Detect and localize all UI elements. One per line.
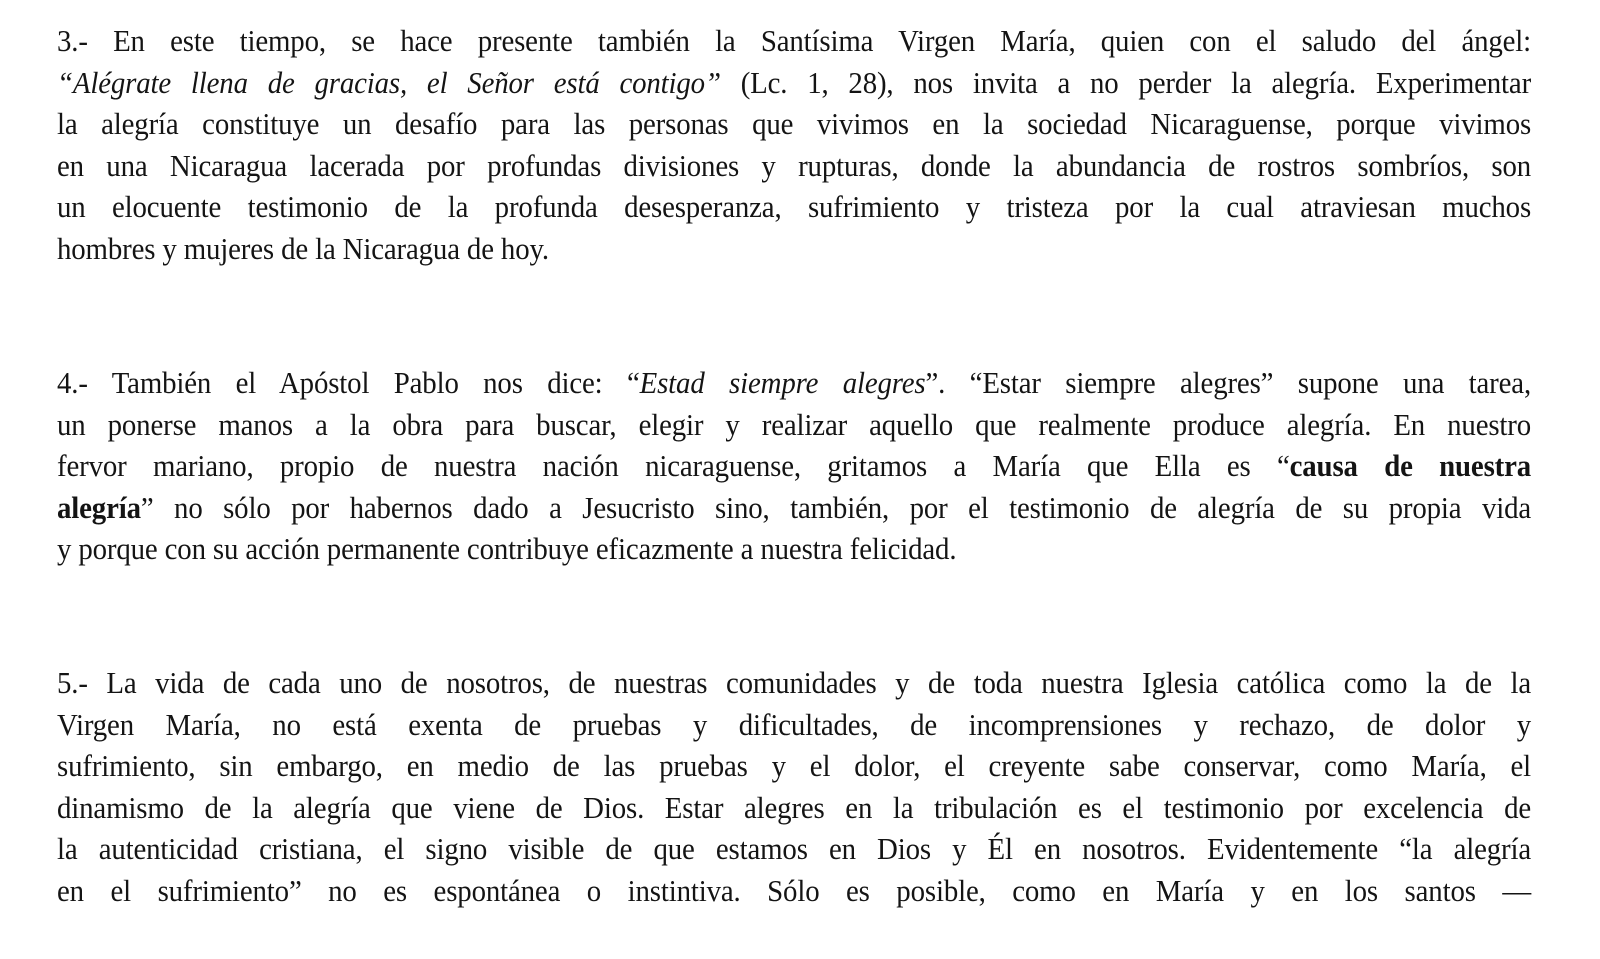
text-run: la alegría constituye un desafío para las personas que vivimos en la sociedad Nicaraguense, porque vivimos xyxy=(57,106,1532,142)
text-line xyxy=(57,186,1531,228)
text-run: la autenticidad cristiana, el signo visible de que estamos en Dios y Él en nosotros. Evidentemente “la alegría xyxy=(57,831,1532,867)
text-run: un elocuente testimonio de la profunda desesperanza, sufrimiento y tristeza por la cual atraviesan muchos xyxy=(57,189,1532,225)
text-run: 3.- En este tiempo, se hace presente también la Santísima Virgen María, quien con el saludo del ángel: xyxy=(57,23,1532,58)
text-line xyxy=(57,487,1531,529)
paragraph-5 xyxy=(57,662,1531,912)
text-line xyxy=(57,228,1531,270)
text-run-italic: Estad siempre alegres xyxy=(639,365,926,400)
text-run: hombres y mujeres de la Nicaragua de hoy. xyxy=(57,230,549,266)
text-run: fervor mariano, propio de nuestra nación nicaraguense, gritamos a María que Ella es “ xyxy=(57,448,1290,484)
text-run: dinamismo de la alegría que viene de Dios. Estar alegres en la tribulación es el testimonio por excelencia de xyxy=(57,789,1532,825)
text-line xyxy=(57,745,1531,787)
text-run: en el sufrimiento” no es espontánea o instintiva. Sólo es posible, como en María y en los santos — xyxy=(57,872,1532,908)
text-line xyxy=(57,828,1531,870)
text-run-bold: causa de nuestra xyxy=(1289,448,1532,484)
text-run: ”. “Estar siempre alegres” supone una tarea, xyxy=(925,365,1532,400)
text-line xyxy=(57,20,1531,62)
text-line xyxy=(57,62,1531,104)
text-line xyxy=(57,870,1531,912)
paragraph-3 xyxy=(57,20,1531,270)
text-line xyxy=(57,704,1531,746)
text-line xyxy=(57,445,1531,487)
text-run: ” no sólo por habernos dado a Jesucristo sino, también, por el testimonio de alegría de su propia vida xyxy=(140,489,1532,525)
text-line xyxy=(57,103,1531,145)
text-run: un ponerse manos a la obra para buscar, elegir y realizar aquello que realmente produce alegría. En nuestro xyxy=(57,406,1532,442)
text-run: 4.- También el Apóstol Pablo nos dice: “ xyxy=(57,365,640,400)
text-line xyxy=(57,528,1531,570)
text-run: y porque con su acción permanente contribuye eficazmente a nuestra felicidad. xyxy=(57,531,957,567)
text-line xyxy=(57,787,1531,829)
paragraph-4 xyxy=(57,362,1531,570)
text-run-bold: alegría xyxy=(57,489,141,525)
text-line xyxy=(57,362,1531,404)
text-run: sufrimiento, sin embargo, en medio de las pruebas y el dolor, el creyente sabe conservar, como María, el xyxy=(57,748,1532,784)
text-run-italic: “Alégrate llena de gracias, el Señor está contigo” xyxy=(57,64,721,100)
text-line xyxy=(57,404,1531,446)
text-run: 5.- La vida de cada uno de nosotros, de nuestras comunidades y de toda nuestra Iglesia católica como la de la xyxy=(57,665,1532,700)
text-run: Virgen María, no está exenta de pruebas y dificultades, de incomprensiones y rechazo, de dolor y xyxy=(57,706,1532,742)
text-line xyxy=(57,662,1531,704)
text-line xyxy=(57,145,1531,187)
text-run: en una Nicaragua lacerada por profundas divisiones y rupturas, donde la abundancia de rostros sombríos, son xyxy=(57,147,1532,183)
text-run: (Lc. 1, 28), nos invita a no perder la alegría. Experimentar xyxy=(720,64,1532,100)
